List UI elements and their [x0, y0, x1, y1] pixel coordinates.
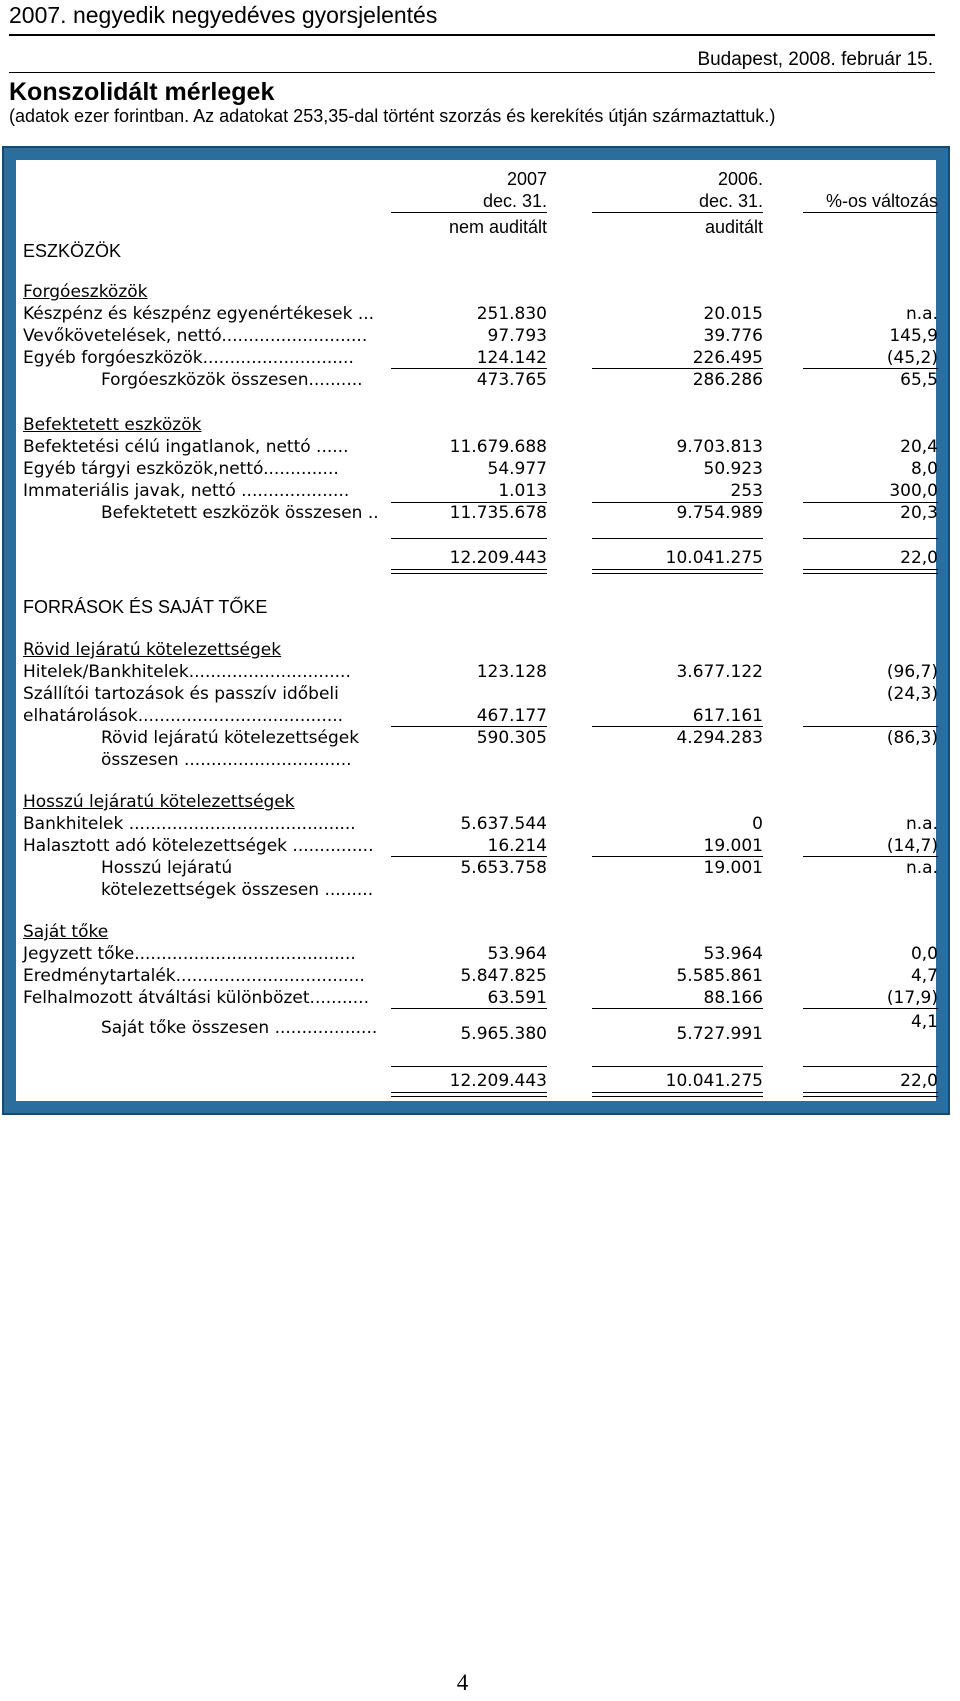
short-term-heading: Rövid lejáratú kötelezettségek — [23, 640, 282, 660]
subtotal-rule — [391, 726, 547, 727]
total-pct: 65,5 — [900, 370, 938, 390]
row-value-2006: 20.015 — [703, 304, 763, 324]
row-pct: 145,9 — [889, 326, 938, 346]
subtotal-rule — [391, 368, 547, 369]
col-2006-rule — [592, 212, 763, 213]
row-label: Hitelek/Bankhitelek.............................. — [23, 662, 351, 682]
double-rule — [803, 569, 938, 574]
row-pct: n.a. — [906, 304, 938, 324]
row-pct: 8,0 — [910, 459, 938, 479]
page-number: 4 — [456, 1670, 469, 1695]
row-value-2006: 39.776 — [703, 326, 763, 346]
total-value-2006: 19.001 — [703, 858, 763, 878]
row-value-2007: 63.591 — [487, 988, 547, 1008]
row-label: Bankhitelek .......................................... — [23, 814, 356, 834]
col-pct-change: %-os változás — [825, 191, 938, 211]
subtotal-rule — [391, 856, 547, 857]
total-value-2007: 5.653.758 — [460, 858, 547, 878]
row-label-line2: elhatárolások...................................... — [23, 706, 344, 726]
total-value-2007: 5.965.380 — [460, 1024, 547, 1044]
row-pct: (17,9) — [886, 988, 938, 1008]
total-value-2007: 590.305 — [476, 728, 547, 748]
document-title: 2007. negyedik negyedéves gyorsjelentés — [9, 2, 438, 28]
col-2006-date: dec. 31. — [698, 191, 763, 211]
row-value-2006: 9.703.813 — [676, 437, 763, 457]
row-value-2007: 11.679.688 — [449, 437, 547, 457]
equity-heading: Saját tőke — [23, 922, 109, 942]
row-label-line1: Szállítói tartozások és passzív időbeli — [23, 684, 339, 704]
total-value-2006: 9.754.989 — [676, 503, 763, 523]
total-label-line1: Hosszú lejáratú — [101, 858, 233, 878]
row-value-2006: 88.166 — [703, 988, 763, 1008]
assets-total-2006: 10.041.275 — [665, 548, 763, 568]
grand-total-rule — [391, 1066, 547, 1067]
total-label: Saját tőke összesen ................... — [101, 1018, 378, 1038]
total-value-2006: 5.727.991 — [676, 1024, 763, 1044]
total-label: Forgóeszközök összesen.......... — [101, 370, 363, 390]
row-value-2006: 50.923 — [703, 459, 763, 479]
col-2007-audit: nem auditált — [448, 217, 547, 237]
row-value-2007: 251.830 — [476, 304, 547, 324]
row-value-2006: 5.585.861 — [676, 966, 763, 986]
row-value-2006: 3.677.122 — [676, 662, 763, 682]
units-note: (adatok ezer forintban. Az adatokat 253,35-dal történt szorzás és kerekítés útján származtattuk.) — [9, 106, 776, 126]
total-value-2007: 473.765 — [476, 370, 547, 390]
row-label: Egyéb forgóeszközök............................ — [23, 348, 354, 368]
liabilities-total-pct: 22,0 — [900, 1071, 938, 1091]
row-label: Befektetési célú ingatlanok, nettó ...... — [23, 437, 349, 457]
row-label: Vevőkövetelések, nettó........................... — [23, 326, 368, 346]
subtotal-rule — [803, 726, 938, 727]
row-value-2007: 124.142 — [476, 348, 547, 368]
row-value-2007: 97.793 — [487, 326, 547, 346]
grand-total-rule — [592, 538, 763, 539]
balance-sheet-title: Konszolidált mérlegek — [9, 78, 275, 106]
row-pct: (24,3) — [886, 684, 938, 704]
total-pct: 20,3 — [900, 503, 938, 523]
row-value-2007: 16.214 — [487, 836, 547, 856]
col-2007-date: dec. 31. — [482, 191, 547, 211]
row-value-2007: 53.964 — [487, 944, 547, 964]
total-value-2007: 11.735.678 — [449, 503, 547, 523]
row-value-2006: 19.001 — [703, 836, 763, 856]
row-pct: (96,7) — [886, 662, 938, 682]
grand-total-rule — [592, 1066, 763, 1067]
balance-sheet-table — [16, 168, 936, 1101]
row-value-2007: 123.128 — [476, 662, 547, 682]
col-2006-audit: auditált — [704, 217, 763, 237]
row-value-2007: 54.977 — [487, 459, 547, 479]
grand-total-rule — [803, 538, 938, 539]
row-value-2007: 5.847.825 — [460, 966, 547, 986]
row-pct: 0,0 — [910, 944, 938, 964]
row-pct: 300,0 — [889, 481, 938, 501]
subtotal-rule — [803, 368, 938, 369]
liabilities-heading: FORRÁSOK ÉS SAJÁT TŐKE — [23, 597, 268, 617]
double-rule — [391, 1092, 547, 1097]
row-value-2007: 5.637.544 — [460, 814, 547, 834]
col-2006-year: 2006. — [717, 169, 763, 189]
double-rule — [592, 1092, 763, 1097]
dateline: Budapest, 2008. február 15. — [697, 49, 933, 70]
total-value-2006: 286.286 — [692, 370, 763, 390]
row-label: Eredménytartalék................................... — [23, 966, 365, 986]
col-2007-year: 2007 — [506, 169, 547, 189]
row-label: Egyéb tárgyi eszközök,nettó.............. — [23, 459, 339, 479]
row-pct: 4,7 — [910, 966, 938, 986]
title-rule — [9, 34, 935, 36]
col-pct-rule — [803, 212, 938, 213]
total-pct: n.a. — [906, 858, 938, 878]
assets-total-2007: 12.209.443 — [449, 548, 547, 568]
subtotal-rule — [592, 368, 763, 369]
subtotal-rule — [803, 1008, 938, 1009]
grand-total-rule — [391, 538, 547, 539]
col-2007-rule — [391, 212, 547, 213]
row-pct: 20,4 — [900, 437, 938, 457]
subtotal-rule — [592, 726, 763, 727]
row-pct: n.a. — [906, 814, 938, 834]
total-label-line2: kötelezettségek összesen ......... — [101, 880, 374, 900]
row-value-2006: 253 — [730, 481, 763, 501]
double-rule — [803, 1092, 938, 1097]
row-label: Halasztott adó kötelezettségek ............... — [23, 836, 374, 856]
fixed-assets-heading: Befektetett eszközök — [23, 415, 202, 435]
row-label: Készpénz és készpénz egyenértékesek ... — [23, 304, 375, 324]
assets-heading: ESZKÖZÖK — [23, 241, 122, 261]
grand-total-rule — [803, 1066, 938, 1067]
row-value-2006: 53.964 — [703, 944, 763, 964]
liabilities-total-2006: 10.041.275 — [665, 1071, 763, 1091]
row-label: Felhalmozott átváltási különbözet........... — [23, 988, 369, 1008]
row-label: Jegyzett tőke......................................... — [23, 944, 356, 964]
assets-total-pct: 22,0 — [900, 548, 938, 568]
double-rule — [592, 569, 763, 574]
total-label-line1: Rövid lejáratú kötelezettségek — [101, 728, 360, 748]
row-pct: (14,7) — [886, 836, 938, 856]
row-value-2007: 467.177 — [476, 706, 547, 726]
long-term-heading: Hosszú lejáratú kötelezettségek — [23, 792, 295, 812]
total-pct: 4,1 — [910, 1012, 938, 1032]
subtotal-rule — [803, 856, 938, 857]
row-value-2006: 0 — [752, 814, 763, 834]
subtotal-rule — [391, 1008, 547, 1009]
row-pct: (45,2) — [886, 348, 938, 368]
double-rule — [391, 569, 547, 574]
current-assets-heading: Forgóeszközök — [23, 282, 148, 302]
total-value-2006: 4.294.283 — [676, 728, 763, 748]
total-pct: (86,3) — [886, 728, 938, 748]
row-value-2006: 226.495 — [692, 348, 763, 368]
total-label: Befektetett eszközök összesen .. — [101, 503, 379, 523]
liabilities-total-2007: 12.209.443 — [449, 1071, 547, 1091]
subtotal-rule — [592, 1008, 763, 1009]
header-rule — [9, 72, 935, 73]
row-value-2006: 617.161 — [692, 706, 763, 726]
total-label-line2: összesen ............................... — [101, 750, 352, 770]
row-label: Immateriális javak, nettó .................... — [23, 481, 350, 501]
row-value-2007: 1.013 — [498, 481, 547, 501]
balance-sheet-frame — [4, 148, 948, 1113]
subtotal-rule — [592, 856, 763, 857]
